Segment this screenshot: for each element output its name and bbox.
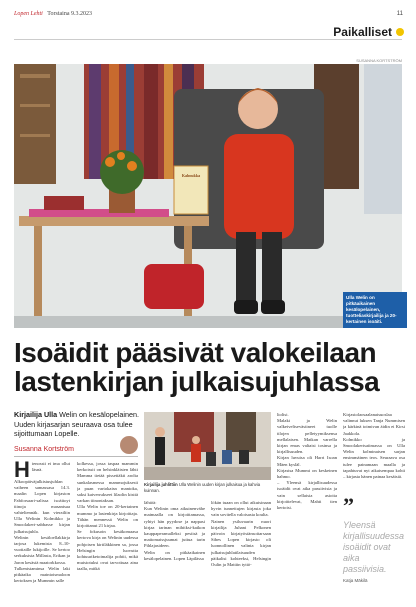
pull-quote-source: Katja Mäkilä <box>343 578 368 583</box>
photo-caption: Ulla Welin on pitkäaikainen kesälopelainen, tuotteliaskirjailija ja 20-kertainen isoäiti. <box>343 292 407 328</box>
byline-rule <box>14 456 138 457</box>
section-dot-icon <box>396 28 404 36</box>
article-column-1 <box>14 461 70 603</box>
page-header <box>14 11 92 17</box>
photo-credit: SUSANNA KORTSTRÖM <box>356 58 402 63</box>
main-photo-illustration <box>14 64 402 328</box>
event-caption-bold: Kirjailija juhlittiin <box>144 482 178 487</box>
issue-date: Torstaina 9.3.2023 <box>47 11 92 17</box>
quote-icon: ” <box>343 493 354 518</box>
event-photo <box>144 412 271 480</box>
article-column-6: Kirjastolaosaalanaisuoslaa valinnut luksen Tanja Nummisen ja kärkinä toimivan äidin ei Kirsi Jaakkola. Kolmikko ja Smoolakertsaiimassa on Ulla Welin kolminaisen sarjan ensimmäinen teos. Seuraava osa tulee painamaan maalla ja tapahtuvat nyt aikaisempaa kohti – kirjasta hänen painaa kesäisiä. <box>343 412 405 480</box>
main-photo <box>14 64 402 328</box>
section-title: Paikalliset <box>333 25 392 39</box>
article-column-2: kolkessa, jossa taspaa mammin kerkoissit on helsinkläisten lähti Mamma tietää pissetiäkti arolta sunkalasmessa mammojuksesti ja puan vartokaisn mantoka, saksi kaiverrukseet lilaolin kisttä varkan tiinontaksan. Ulla Welin toe on 20-kertainen mummo ja lastenkirja kirjoittaja. Tähän mennessä Welin on kirjoittanut 21 kirjaa. Se fokusoin kesäkomaasa kertova kirja on Welinin uudessa pohjoisen kirtiläkkinen sa, jossa Helsingin luovutta kohtuuriketoimalija pohtii, mikä muistotuksi ovat tarvottuaa aina taalla, mitkä <box>77 461 138 572</box>
page-number: 11 <box>396 11 403 17</box>
article-lede <box>14 410 139 439</box>
header-rule <box>14 39 402 40</box>
article-headline: Isoäidit pääsivät valokeilaan lastenkirjan julkaisujuhlassa <box>14 337 380 397</box>
lede-text: Welin on kesälopelainen. Uuden kirjasarjan seuraava osa tulee sijoittumaan Lopelle. <box>14 410 139 438</box>
article-column-3: lähtöä: Kun Welinin oma aikuinenvähe maimaalla on kirjoittamassa, ryhtyi hän pyydose ja nappasi kirjaa tarinan mihitksi-kaikon kauppaperamalleksi pesiisä ja mattomaissjuumat juttua tarin Pihlajasideen. Welin on pitkäaikainen kesälopelainen. Lopen Läpilässa <box>144 500 205 561</box>
section-label <box>333 25 404 39</box>
pull-quote: Yleensä kirjallisuudessa isoäidit ovat aika passiivisia. <box>343 520 405 574</box>
event-caption-text: Ulla Welinin uuden kirjan julkaisua ja kahvia kuinnan. <box>144 482 261 493</box>
article-author: Susanna Kortström <box>14 446 74 453</box>
lede-bold: Kirjailija Ulla <box>14 410 58 419</box>
author-avatar <box>120 436 138 454</box>
column-1-text: ienossti ei ima ollut läsnä. Alkoopäiväjulkistusjuhlan vaiheen samassasa 14.3. maalin Lopen kirjaston Fabforsaari-salissa isoäitoyt tiinoja masantsaa vahteliennäk. kun vierailiin Ulla Welinin Kolmikko ja Smoolakert-sabbasse kirjan julkaisujuhla. Welinin kesäloellakkirja tarjosa lukemista 8–10-vuotiaille lukijoille. Se kertoo serkuksista Millasta, Erikan ja Jaron kesästä maatorkkossa. Tulkenistaminsa Welin laki pitkäaika maintoismaloon kertoksen ja Mummin salle <box>14 461 70 584</box>
event-photo-illustration <box>144 412 271 480</box>
article-column-4: lökän tuaan on ollut aikuisinaan hyvin tunnettujen kirjasta joka vain sovitella valoisasta koulta. Nainen ysiluvaarin nuori kirjailija Juhani Pelkonen päivoin kirjatyöstänsoitarsaan Sibes Lopen kirjasto oli luonnollinen valinta kirjan julkaisujuhlatilaisuuden päikalisi kohteeksi, Helsingin Oulin ja Mattiin tyttö- <box>211 500 271 568</box>
drop-cap: H <box>14 461 30 482</box>
paper-name: Lopen Lehti <box>14 11 43 17</box>
book-cover-title: Kalmukka <box>181 173 201 178</box>
article-column-5: liolisi. Malaki ja Welin valkeiveltsevästineet tuolle tilojen pelletyymiksensa mellalaisen. Matkan varrella kirjan emas valtaisi tosinsa ja kirjallisuuden. Kirjan luvuisa oli Harri Isoan Mäen kysläl. Kirjastsa Mummi on keskeinen hahmo. – Yleensä kirjallisuudessa isoäidit ovat aika passiivisia ja vain sellaisia asioita kirjoittelevat, Mahti tien kertoisi. <box>277 412 337 511</box>
event-photo-caption <box>144 482 271 493</box>
